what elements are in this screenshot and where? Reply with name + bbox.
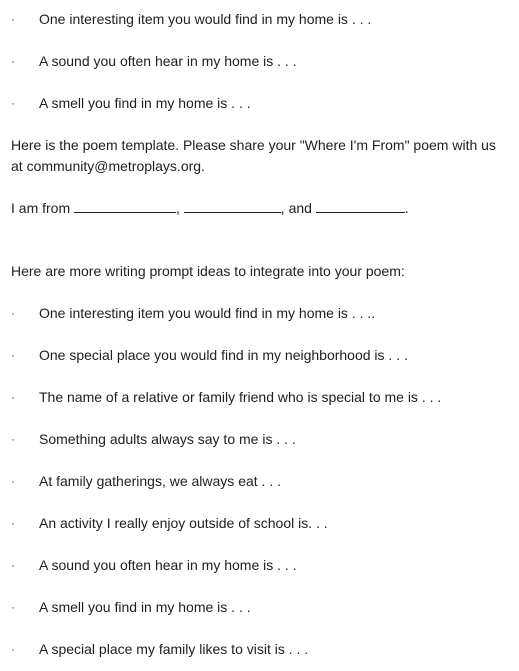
bullet-marker: · [11,600,15,614]
template-blank-2[interactable] [184,199,281,213]
more-prompt-item [0,471,519,491]
prompt-text: One interesting item you would find in my home is . . .. [39,305,376,321]
prompt-text: A special place my family likes to visit is . . . [39,641,309,657]
prompt-text: A smell you find in my home is . . . [39,599,251,615]
more-prompt-item [0,345,519,365]
bullet-marker: · [11,54,15,68]
template-sep-2: , and [280,200,312,216]
template-line [11,198,519,218]
prompt-text: A sound you often hear in my home is . . . [39,557,297,573]
bullet-marker: · [11,348,15,362]
bullet-marker: · [11,516,15,530]
bullet-marker: · [11,558,15,572]
prompt-text: At family gatherings, we always eat . . . [39,473,281,489]
more-prompt-item [0,597,519,617]
top-prompt-item [0,93,519,113]
bullet-marker: · [11,306,15,320]
more-prompt-item [0,387,519,407]
bullet-marker: · [11,474,15,488]
template-intro-paragraph: Here is the poem template. Please share your "Where I'm From" poem with us at community@metroplays.org. [11,137,496,174]
more-prompt-item [0,513,519,533]
prompt-text: One interesting item you would find in my home is . . . [39,11,372,27]
template-prefix: I am from [11,200,71,216]
bullet-marker: · [11,432,15,446]
more-prompt-item [0,555,519,575]
more-prompt-item [0,303,519,323]
top-prompt-item [0,51,519,71]
template-sep-1: , [176,200,180,216]
prompt-text: One special place you would find in my neighborhood is . . . [39,347,408,363]
template-end: . [404,200,409,216]
bullet-marker: · [11,390,15,404]
more-prompts-intro: Here are more writing prompt ideas to integrate into your poem: [11,263,405,279]
template-blank-3[interactable] [316,199,405,213]
bullet-marker: · [11,96,15,110]
bullet-marker: · [11,12,15,26]
prompt-text: An activity I really enjoy outside of school is. . . [39,515,328,531]
prompt-text: A sound you often hear in my home is . . . [39,53,297,69]
more-prompt-item [0,429,519,449]
prompt-text: A smell you find in my home is . . . [39,95,251,111]
prompt-text: The name of a relative or family friend who is special to me is . . . [39,389,442,405]
top-prompt-item [0,9,519,29]
bullet-marker: · [11,642,15,656]
more-prompt-item [0,639,519,659]
template-blank-1[interactable] [74,199,176,213]
prompt-text: Something adults always say to me is . . . [39,431,296,447]
